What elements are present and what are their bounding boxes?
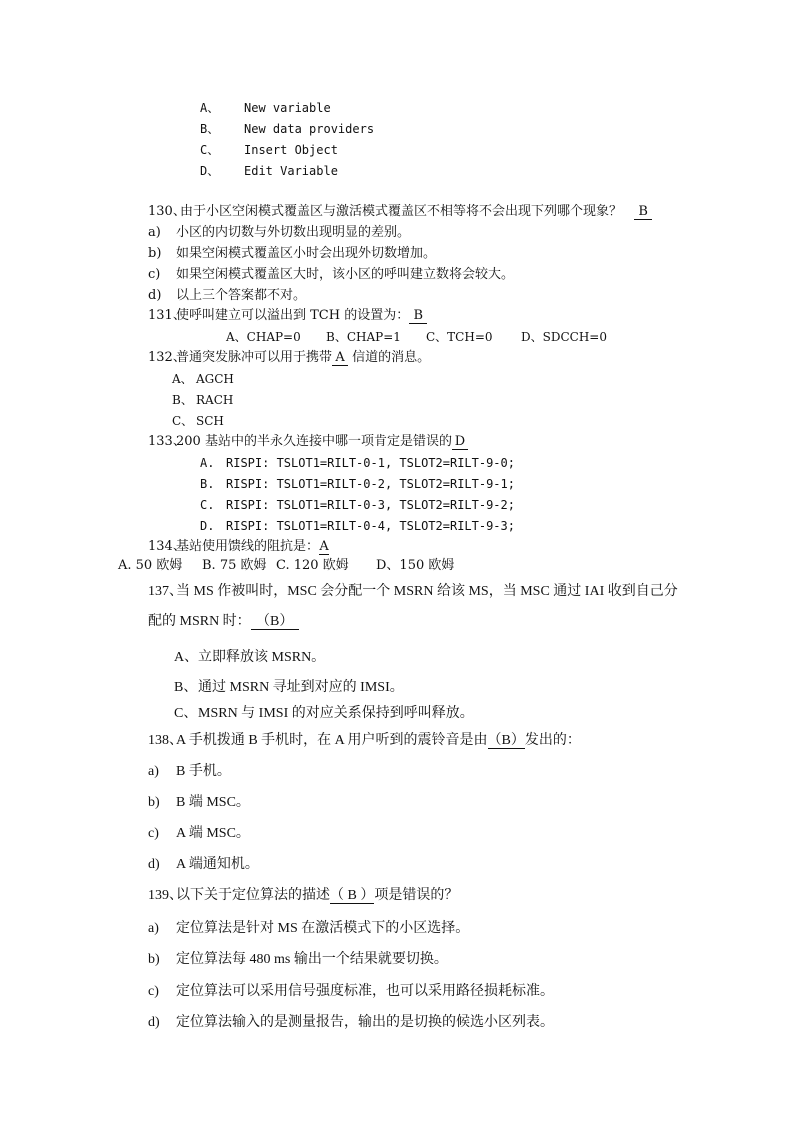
answer-blank: B bbox=[409, 309, 427, 324]
question-133 bbox=[148, 434, 468, 450]
question-number: 130、 bbox=[148, 204, 186, 219]
option-item: d) A 端通知机。 bbox=[148, 857, 259, 872]
question-text: 使呼叫建立可以溢出到 TCH 的设置为： bbox=[176, 308, 410, 323]
question-137 bbox=[148, 584, 678, 600]
option-item: a) 定位算法是针对 MS 在激活模式下的小区选择。 bbox=[148, 921, 470, 936]
question-number: 131、 bbox=[148, 308, 186, 323]
option-item: B、通过 MSRN 寻址到对应的 IMSI。 bbox=[174, 680, 404, 695]
question-text: 当 MS 作被叫时，MSC 会分配一个 MSRN 给该 MS，当 MSC 通过 IAI 收到自己分 bbox=[176, 584, 678, 599]
question-130 bbox=[148, 204, 652, 220]
option-item: C、 Insert Object bbox=[200, 143, 338, 157]
option-item: a) 小区的内切数与外切数出现明显的差别。 bbox=[148, 225, 411, 240]
option-item: d) 定位算法输入的是测量报告，输出的是切换的候选小区列表。 bbox=[148, 1015, 554, 1030]
option-item: A、 AGCH bbox=[172, 372, 234, 386]
question-137-cont: 配的 MSRN 时： （B） bbox=[148, 614, 299, 630]
option-row: A、CHAP=0 B、CHAP=1 C、TCH=0 D、SDCCH=0 bbox=[226, 330, 607, 344]
option-item: B. RISPI: TSLOT1=RILT-0-2, TSLOT2=RILT-9-1; bbox=[200, 477, 515, 491]
question-139: 139、以下关于定位算法的描述（ B ）项是错误的？ bbox=[148, 888, 459, 903]
question-text: 200 基站中的半永久连接中哪一项肯定是错误的 bbox=[176, 434, 452, 449]
option-item: C、 SCH bbox=[172, 414, 224, 428]
answer-blank: （B） bbox=[487, 733, 525, 748]
option-item: A. RISPI: TSLOT1=RILT-0-1, TSLOT2=RILT-9-0; bbox=[200, 456, 515, 470]
question-132: 132、普通突发脉冲可以用于携带 A 信道的消息。 bbox=[148, 350, 431, 365]
answer-blank: B bbox=[634, 205, 652, 220]
option-item: C、MSRN 与 IMSI 的对应关系保持到呼叫释放。 bbox=[174, 706, 474, 721]
option-item: d) 以上三个答案都不对。 bbox=[148, 288, 307, 303]
answer-blank: （B） bbox=[251, 615, 299, 630]
answer-blank: D bbox=[452, 435, 468, 450]
question-number: 132、 bbox=[148, 350, 186, 365]
option-item: D、 Edit Variable bbox=[200, 164, 338, 178]
question-number: 134、 bbox=[148, 539, 186, 554]
question-number: 139、 bbox=[148, 888, 183, 903]
option-item: B、 RACH bbox=[172, 393, 234, 407]
option-row: A. 50 欧姆 B. 75 欧姆 C. 120 欧姆 D、150 欧姆 bbox=[118, 558, 455, 573]
answer-blank: A bbox=[332, 351, 348, 366]
question-138: 138、A 手机拨通 B 手机时，在 A 用户听到的震铃音是由（B）发出的： bbox=[148, 733, 581, 748]
option-item: C. RISPI: TSLOT1=RILT-0-3, TSLOT2=RILT-9-2; bbox=[200, 498, 515, 512]
question-number: 137、 bbox=[148, 584, 183, 599]
option-item: A、立即释放该 MSRN。 bbox=[174, 650, 326, 665]
option-item: B、 New data providers bbox=[200, 122, 375, 136]
option-item: b) 如果空闲模式覆盖区小时会出现外切数增加。 bbox=[148, 246, 437, 261]
option-item: b) B 端 MSC。 bbox=[148, 795, 250, 810]
question-text: 基站使用馈线的阻抗是： bbox=[176, 539, 320, 554]
question-131 bbox=[148, 308, 427, 324]
question-text: 由于小区空闲模式覆盖区与激活模式覆盖区不相等将不会出现下列哪个现象？ bbox=[180, 204, 623, 219]
option-item: A、 New variable bbox=[200, 101, 331, 115]
question-number: 133、 bbox=[148, 434, 186, 449]
option-item: b) 定位算法每 480 ms 输出一个结果就要切换。 bbox=[148, 952, 448, 967]
option-item: c) 定位算法可以采用信号强度标准，也可以采用路径损耗标准。 bbox=[148, 984, 554, 999]
option-item: c) A 端 MSC。 bbox=[148, 826, 250, 841]
option-item: c) 如果空闲模式覆盖区大时，该小区的呼叫建立数将会较大。 bbox=[148, 267, 515, 282]
question-134 bbox=[148, 539, 329, 555]
answer-blank: （ B ） bbox=[330, 888, 375, 903]
question-number: 138、 bbox=[148, 733, 183, 748]
option-item: a) B 手机。 bbox=[148, 764, 231, 779]
answer-blank: A bbox=[319, 539, 329, 554]
option-item: D. RISPI: TSLOT1=RILT-0-4, TSLOT2=RILT-9-3; bbox=[200, 519, 515, 533]
